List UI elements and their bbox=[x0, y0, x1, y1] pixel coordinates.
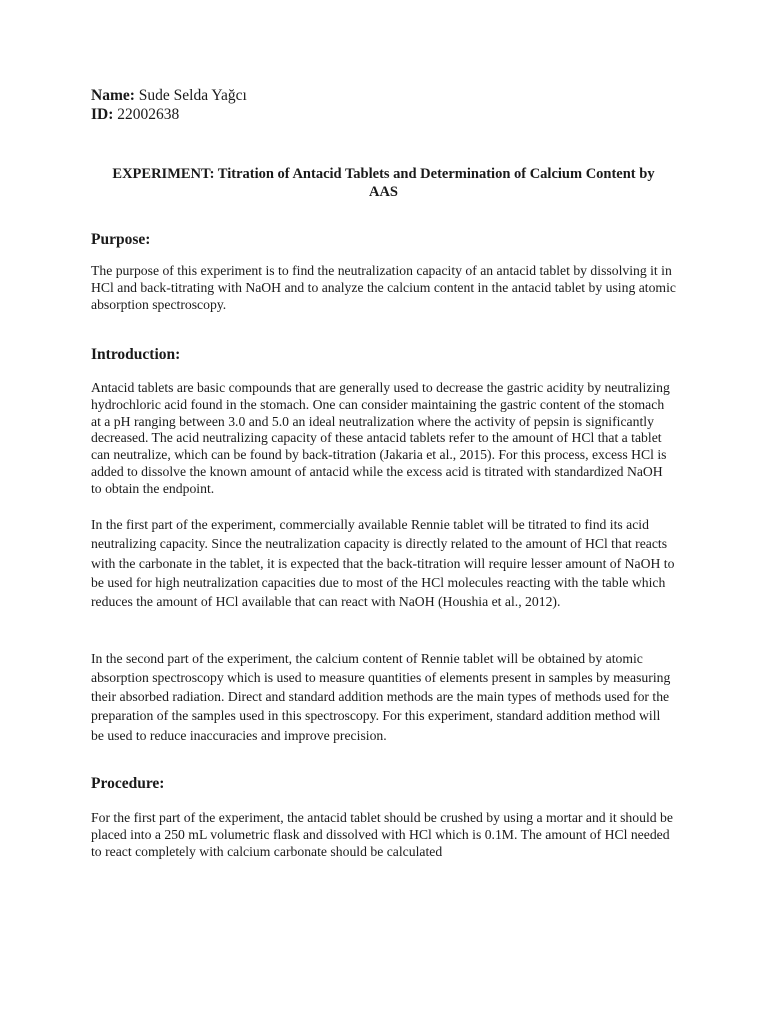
procedure-paragraph: For the first part of the experiment, the antacid tablet should be crushed by using a mortar and it should be placed into a 250 mL volumetric flask and dissolved with HCl which is 0.1M. The amount of HCl needed to react completely with calcium carbonate should be calculated bbox=[91, 810, 673, 859]
experiment-title: EXPERIMENT: Titration of Antacid Tablets and Determination of Calcium Content by AAS bbox=[112, 166, 655, 200]
procedure-heading: Procedure: bbox=[91, 775, 165, 793]
document-page bbox=[91, 86, 676, 861]
id-label: ID: bbox=[91, 106, 114, 123]
introduction-paragraph-2: In the first part of the experiment, commercially available Rennie tablet will be titrated to find its acid neutralizing capacity. Since the neutralization capacity is directly related to the amount of HCl that reacts with the carbonate in the tablet, it is expected that the back-titration will require lesser amount of NaOH to be used for high neutralization capacities due to most of the HCl molecules reacting with the table which reduces the amount of HCl available that can react with NaOH (Houshia et al., 2012). bbox=[91, 517, 675, 610]
introduction-paragraph-1: Antacid tablets are basic compounds that are generally used to decrease the gastric acidity by neutralizing hydrochloric acid found in the stomach. One can consider maintaining the gastric content of the stomach at a pH ranging between 3.0 and 5.0 an ideal neutralization where the activity of pepsin is significantly decreased. The acid neutralizing capacity of these antacid tablets refer to the amount of HCl that a tablet can neutralize, which can be found by back-titration (Jakaria et al., 2015). For this process, excess HCl is added to dissolve the known amount of antacid while the excess acid is titrated with standardized NaOH to obtain the endpoint. bbox=[91, 379, 670, 497]
id-line bbox=[91, 105, 676, 124]
name-label: Name: bbox=[91, 87, 135, 104]
name-line bbox=[91, 86, 676, 105]
purpose-heading: Purpose: bbox=[91, 231, 151, 248]
name-value: Sude Selda Yağcı bbox=[134, 87, 247, 104]
purpose-paragraph: The purpose of this experiment is to find the neutralization capacity of an antacid tablet by dissolving it in HCl and back-titrating with NaOH and to analyze the calcium content in the antacid tablet by using atomic absorption spectroscopy. bbox=[91, 263, 676, 312]
introduction-paragraph-3: In the second part of the experiment, the calcium content of Rennie tablet will be obtained by atomic absorption spectroscopy which is used to measure quantities of elements present in samples by measuring their absorbed radiation. Direct and standard addition methods are the main types of methods used for the preparation of the samples used in this spectroscopy. For this experiment, standard addition method will be used to reduce inaccuracies and improve precision. bbox=[91, 650, 671, 743]
id-value: 22002638 bbox=[113, 106, 180, 123]
introduction-heading: Introduction: bbox=[91, 345, 181, 363]
